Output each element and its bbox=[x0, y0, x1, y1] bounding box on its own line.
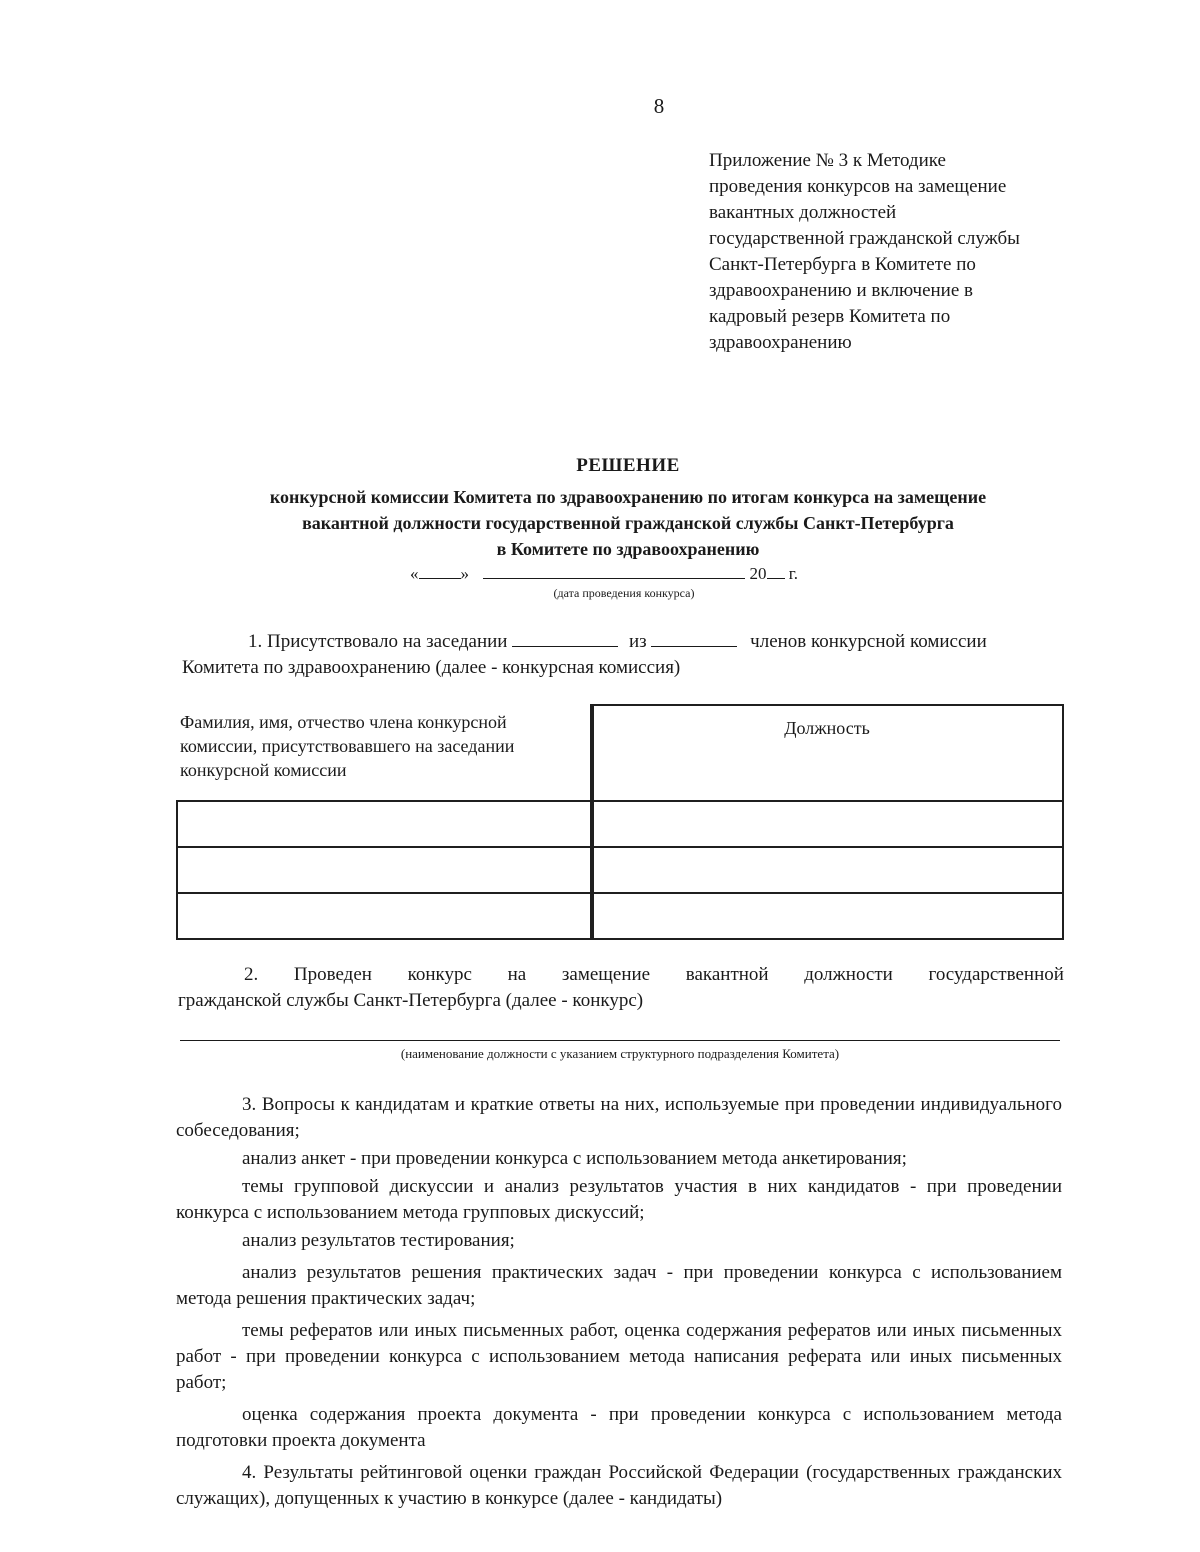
table-cell bbox=[590, 892, 1064, 940]
year-blank bbox=[767, 562, 785, 579]
table-header-position-text: Должность bbox=[784, 718, 870, 738]
table-cell bbox=[176, 800, 594, 848]
para1-text-mid: из bbox=[628, 631, 647, 652]
para3-item: 3. Вопросы к кандидатам и краткие ответы на них, используемые при проведении индивидуального собеседования; bbox=[176, 1094, 1062, 1141]
paragraph-2 bbox=[178, 962, 1064, 1014]
para2-word: конкурс bbox=[407, 964, 472, 985]
appendix-line: кадровый резерв Комитета по bbox=[709, 306, 951, 327]
appendix-line: здравоохранению и включение в bbox=[709, 280, 973, 301]
paragraph-2-line2: гражданской службы Санкт-Петербурга (далее - конкурс) bbox=[178, 990, 644, 1011]
day-blank bbox=[419, 562, 461, 579]
para3-item: анализ анкет - при проведении конкурса с использованием метода анкетирования; bbox=[242, 1148, 907, 1169]
subtitle-line: конкурсной комиссии Комитета по здравоохранению по итогам конкурса на замещение bbox=[269, 487, 987, 507]
para3-item: темы групповой дискуссии и анализ результатов участия в них кандидатов - при проведении конкурса с использованием метода групповых дискуссий; bbox=[176, 1176, 1062, 1223]
para2-word: должности bbox=[804, 964, 893, 985]
subtitle-line: в Комитете по здравоохранению bbox=[496, 539, 760, 559]
document-title: РЕШЕНИЕ bbox=[576, 455, 680, 476]
para2-word: замещение bbox=[561, 964, 651, 985]
date-caption: (дата проведения конкурса) bbox=[553, 586, 695, 600]
month-blank bbox=[483, 562, 745, 579]
attended-count-blank bbox=[512, 628, 618, 647]
close-quote: » bbox=[460, 564, 469, 583]
para3-item: оценка содержания проекта документа - при проведении конкурса с использованием метода подготовки проекта документа bbox=[176, 1404, 1062, 1451]
appendix-line: Санкт-Петербурга в Комитете по bbox=[709, 254, 976, 275]
appendix-line: вакантных должностей bbox=[709, 202, 897, 223]
document-subtitle bbox=[180, 484, 1076, 562]
para3-item: анализ результатов решения практических задач - при проведении конкурса с использованием метода решения практических задач; bbox=[176, 1262, 1062, 1309]
paragraph-1 bbox=[182, 628, 1072, 681]
para2-word: Проведен bbox=[293, 964, 372, 985]
subtitle-line: вакантной должности государственной гражданской службы Санкт-Петербурга bbox=[302, 513, 954, 533]
paragraph-1-line2: Комитета по здравоохранению (далее - конкурсная комиссия) bbox=[182, 657, 681, 678]
total-count-blank bbox=[651, 628, 737, 647]
paragraph-2-line1 bbox=[178, 962, 1064, 988]
position-caption: (наименование должности с указанием структурного подразделения Комитета) bbox=[400, 1046, 840, 1061]
paragraph-3 bbox=[176, 1092, 1062, 1512]
members-table bbox=[174, 704, 1064, 940]
appendix-line: Приложение № 3 к Методике bbox=[709, 150, 946, 171]
table-cell bbox=[176, 846, 594, 894]
open-quote: « bbox=[410, 564, 419, 583]
table-header-name bbox=[176, 704, 594, 802]
table-header-name-text: Фамилия, имя, отчество члена конкурсной комиссии, присутствовавшего на заседании конкурсной комиссии bbox=[180, 712, 515, 780]
paragraph-4: 4. Результаты рейтинговой оценки граждан Российской Федерации (государственных гражданских служащих), допущенных к участию в конкурсе (далее - кандидаты) bbox=[176, 1462, 1062, 1509]
para1-text-start: 1. Присутствовало на заседании bbox=[248, 631, 508, 652]
position-name-line bbox=[180, 1040, 1060, 1041]
year-prefix: 20 bbox=[749, 564, 767, 583]
paragraph-1-line1 bbox=[182, 628, 1072, 655]
appendix-line: проведения конкурсов на замещение bbox=[709, 176, 1007, 197]
para2-word: государственной bbox=[928, 964, 1064, 985]
para2-word: 2. bbox=[244, 964, 259, 985]
year-suffix: г. bbox=[788, 564, 799, 583]
table-cell bbox=[590, 846, 1064, 894]
table-header-position bbox=[590, 704, 1064, 802]
para2-word: вакантной bbox=[685, 964, 769, 985]
table-cell bbox=[590, 800, 1064, 848]
para3-item: темы рефератов или иных письменных работ, оценка содержания рефератов или иных письменных работ - при проведении конкурса с использованием метода написания реферата или иных письменных работ; bbox=[176, 1320, 1062, 1393]
para2-word: на bbox=[507, 964, 527, 985]
table-cell bbox=[176, 892, 594, 940]
para1-text-end: членов конкурсной комиссии bbox=[750, 631, 987, 652]
para3-item: анализ результатов тестирования; bbox=[242, 1230, 515, 1251]
appendix-header bbox=[709, 148, 1109, 356]
appendix-line: здравоохранению bbox=[709, 332, 852, 353]
page-number: 8 bbox=[653, 94, 665, 118]
appendix-line: государственной гражданской службы bbox=[709, 228, 1020, 249]
date-row bbox=[410, 562, 798, 584]
